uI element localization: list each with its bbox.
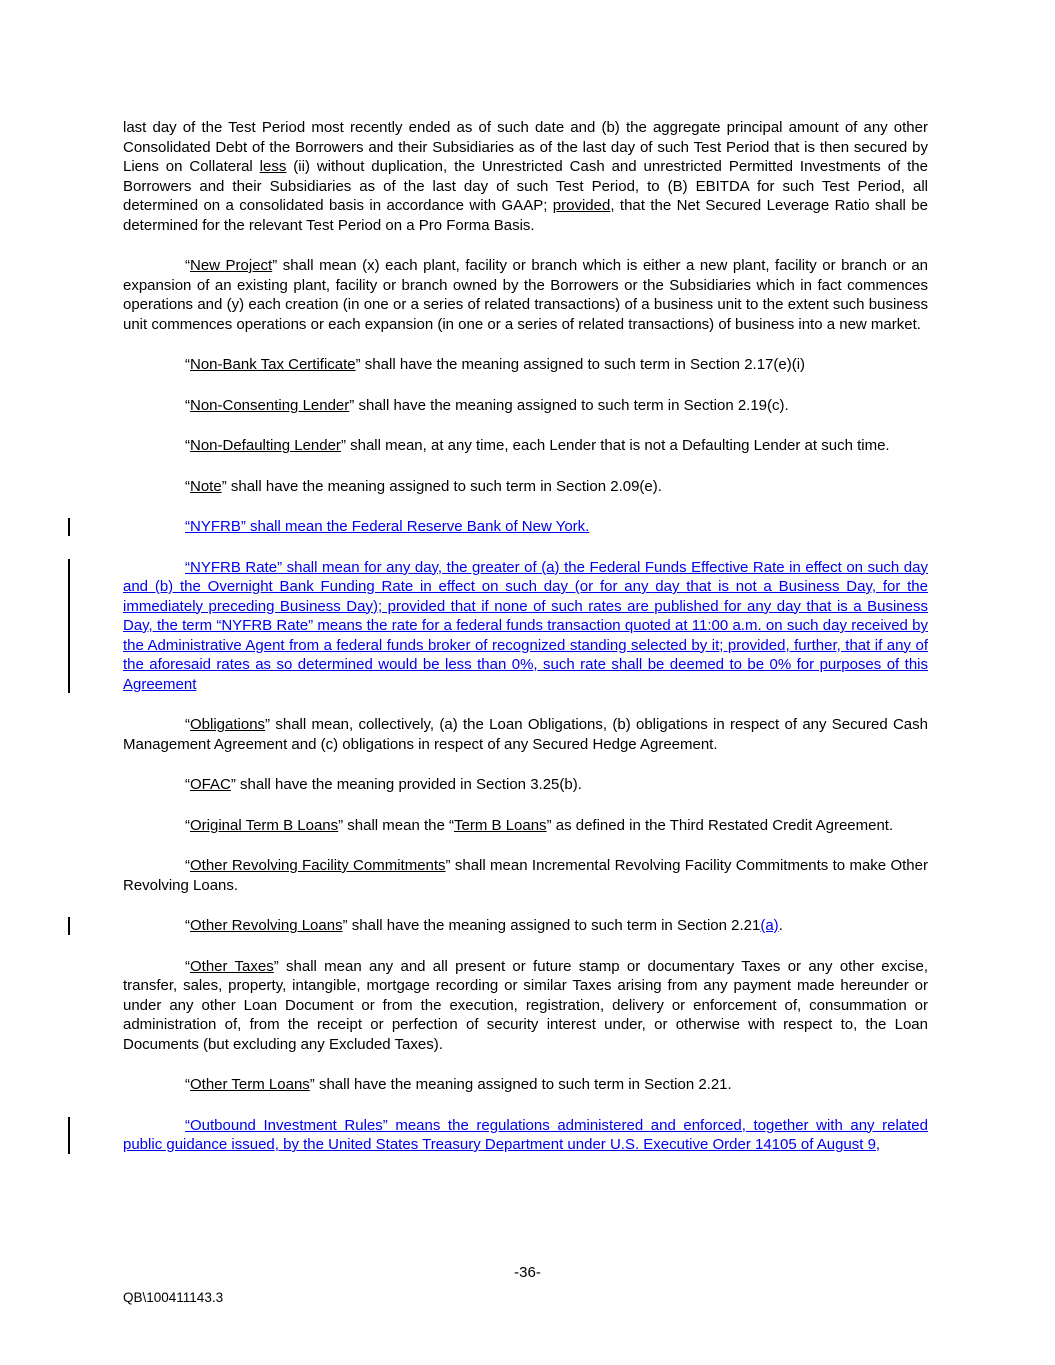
definition-other-term-loans: [123, 1075, 928, 1095]
body-text: ” shall have the meaning assigned to such term in Section 2.21: [342, 917, 761, 934]
body-text: “: [185, 917, 190, 934]
change-bar: [68, 518, 70, 536]
body-text: “: [185, 957, 190, 975]
definition-ofac: [123, 775, 928, 795]
body-text: “: [185, 1076, 190, 1093]
body-text: “: [185, 437, 190, 454]
underlined-term: Other Term Loans: [190, 1076, 310, 1093]
body-text: “: [185, 716, 190, 733]
body-text: ” shall mean any and all present or future stamp or documentary Taxes or any other excise, transfer, sales, property, intangible, mortgage recording or similar Taxes arising from any payment made hereunder or under any other Loan Document or from the execution, registration, delivery or enforcement of, consummation or administration of, from the receipt or perfection of security interest under, or otherwise with respect to, the Loan Documents (but excluding any Excluded Taxes).: [123, 957, 928, 1053]
inserted-text: “Outbound Investment Rules” means the regulations administered and enforced, together with any related public guidance issued, by the United States Treasury Department under U.S. Executive Order 14105 of August 9,: [123, 1116, 928, 1153]
body-text: ” shall mean, collectively, (a) the Loan Obligations, (b) obligations in respect of any Secured Cash Management Agreement and (c) obligations in respect of any Secured Hedge Agreement.: [123, 716, 928, 753]
change-bar: [68, 917, 70, 935]
body-text: (ii) without duplication, the Unrestricted Cash and unrestricted Permitted Investments of the Borrowers and their Subsidiaries as of the last day of such Test Period, to (B) EBITDA for such Test Period, all determined on a consolidated basis in accordance with GAAP;: [123, 158, 928, 214]
change-bar: [68, 559, 70, 694]
definition-non-defaulting-lender: [123, 436, 928, 456]
body-text: “: [185, 396, 190, 414]
definition-nyfrb: [123, 517, 928, 537]
change-bar: [68, 1117, 70, 1154]
body-text: “: [185, 257, 190, 274]
body-text: “: [185, 356, 190, 373]
para-net-secured-leverage-continuation: [123, 118, 928, 235]
body-text: .: [778, 917, 783, 934]
definition-nyfrb-rate: [123, 558, 928, 695]
body-text: “: [185, 857, 190, 874]
definition-non-bank-tax-certificate: [123, 355, 928, 375]
underlined-term: Non-Bank Tax Certificate: [190, 356, 356, 373]
definitions-section: [123, 118, 928, 1155]
definition-other-revolving-loans: [123, 916, 928, 936]
definition-obligations: [123, 715, 928, 754]
definition-outbound-investment-rules: [123, 1116, 928, 1155]
underlined-term: Other Revolving Loans: [190, 917, 343, 934]
underlined-term: Other Revolving Facility Commitments: [190, 857, 446, 874]
definition-non-consenting-lender: [123, 396, 928, 416]
definition-other-taxes: [123, 957, 928, 1055]
underlined-term: Non-Consenting Lender: [190, 396, 350, 414]
underlined-term: Obligations: [190, 716, 266, 733]
body-text: ” shall have the meaning provided in Section 3.25(b).: [230, 776, 582, 793]
definition-new-project: [123, 256, 928, 334]
body-text: ” shall mean, at any time, each Lender that is not a Defaulting Lender at such time.: [340, 437, 890, 454]
underlined-term: Other Taxes: [190, 957, 274, 975]
underlined-term: provided: [552, 197, 611, 214]
body-text: “: [185, 776, 190, 793]
underlined-term: Note: [190, 477, 222, 495]
body-text: ” as defined in the Third Restated Credit Agreement.: [546, 816, 894, 834]
underlined-term: OFAC: [190, 776, 231, 793]
body-text: ” shall have the meaning assigned to such term in Section 2.21.: [309, 1076, 732, 1093]
body-text: , that the Net Secured Leverage Ratio shall be determined for the relevant Test Period on a Pro Forma Basis.: [123, 197, 928, 234]
underlined-term: Term B Loans: [454, 816, 547, 834]
definition-note: [123, 477, 928, 497]
page-number: -36-: [514, 1264, 541, 1281]
underlined-term: Non-Defaulting Lender: [190, 437, 341, 454]
body-text: ” shall have the meaning assigned to such term in Section 2.09(e).: [221, 477, 662, 495]
inserted-text: “NYFRB Rate” shall mean for any day, the greater of (a) the Federal Funds Effective Rate in effect on such day and (b) the Overnight Bank Funding Rate in effect on such day (or for any day that is not a Business Day, for the immediately preceding Business Day); provided that if none of such rates are published for any day that is a Business Day, the term “NYFRB Rate” means the rate for a federal funds transaction quoted at 11:00 a.m. on such day received by the Administrative Agent from a federal funds broker of recognized standing selected by it; provided, further, that if any of the aforesaid rates as so determined would be less than 0%, such rate shall be deemed to be 0% for purposes of this Agreement: [123, 558, 928, 693]
body-text: “: [185, 816, 190, 834]
body-text: last day of the Test Period most recently ended as of such date and (b) the aggregate principal amount of any other Consolidated Debt of the Borrowers and their Subsidiaries as of the last day of such Test Period that is then secured by Liens on Collateral: [123, 119, 928, 175]
body-text: “: [185, 477, 190, 495]
inserted-text: (a): [760, 917, 779, 934]
definition-original-term-b-loans: [123, 816, 928, 836]
definition-other-revolving-facility-commitments: [123, 856, 928, 895]
document-id-stamp: QB\100411143.3: [123, 1290, 224, 1305]
body-text: ” shall mean (x) each plant, facility or branch which is either a new plant, facility or branch or an expansion of an existing plant, facility or branch owned by the Borrowers or the Subsidiaries which in fact commences operations and (y) each creation (in one or a series of related transactions) of a business unit to the extent such business unit commences operations or each expansion (in one or a series of related transactions) of business into a new market.: [123, 257, 928, 333]
body-text: ” shall have the meaning assigned to such term in Section 2.17(e)(i): [355, 356, 806, 373]
body-text: ” shall have the meaning assigned to such term in Section 2.19(c).: [349, 396, 789, 414]
underlined-term: New Project: [190, 257, 273, 274]
body-text: ” shall mean the “: [338, 816, 455, 834]
underlined-term: less: [259, 158, 287, 175]
underlined-term: Original Term B Loans: [190, 816, 339, 834]
inserted-text: “NYFRB” shall mean the Federal Reserve Bank of New York.: [185, 518, 590, 535]
body-text: ” shall mean Incremental Revolving Facility Commitments to make Other Revolving Loans.: [123, 857, 928, 894]
